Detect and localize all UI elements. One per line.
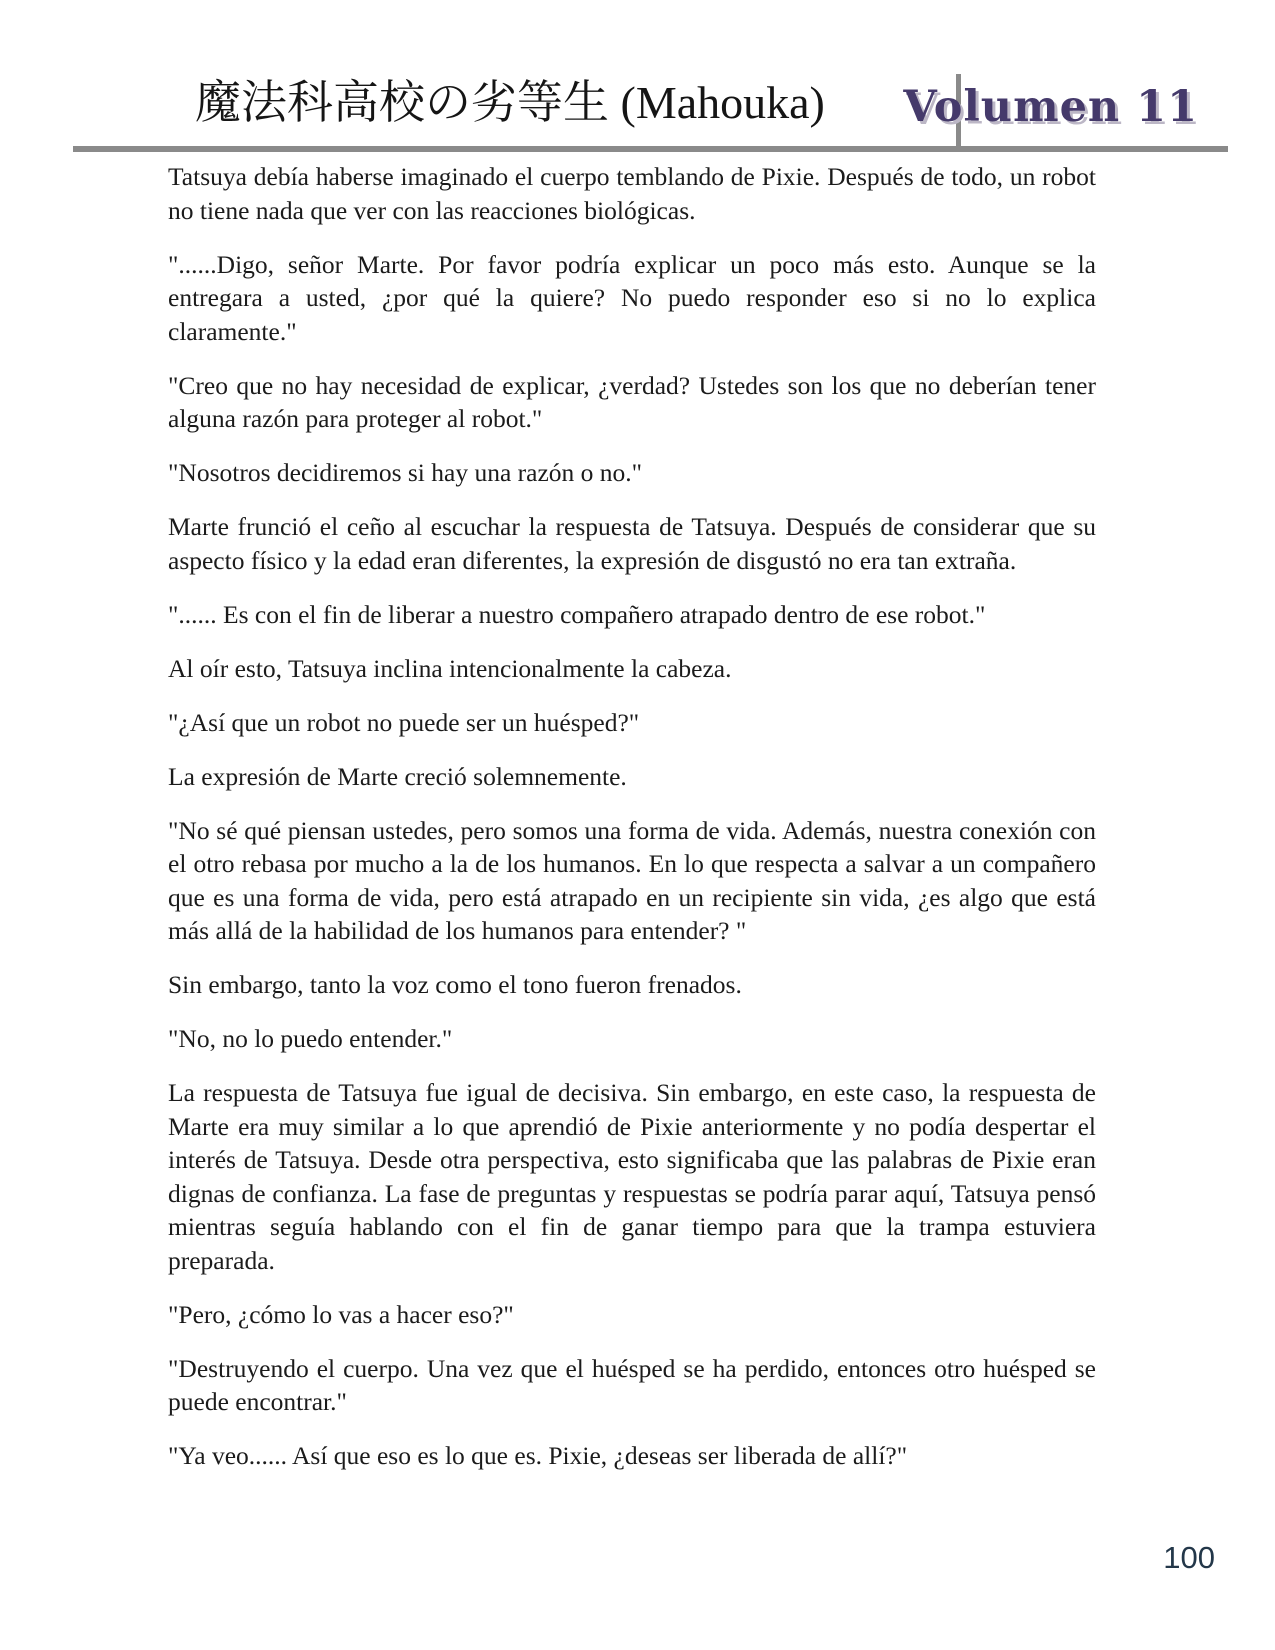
paragraph: Marte frunció el ceño al escuchar la respuesta de Tatsuya. Después de considerar que su aspecto físico y la edad eran diferentes, la expresión de disgustó no era tan extraña. <box>168 512 1096 575</box>
paragraph: "Pero, ¿cómo lo vas a hacer eso?" <box>168 1299 514 1329</box>
paragraph: Tatsuya debía haberse imaginado el cuerpo temblando de Pixie. Después de todo, un robot no tiene nada que ver con las reacciones biológicas. <box>168 162 1096 225</box>
paragraph: "Creo que no hay necesidad de explicar, ¿verdad? Ustedes son los que no deberían tener alguna razón para proteger al robot." <box>168 370 1096 433</box>
paragraph: "¿Así que un robot no puede ser un huésped?" <box>168 707 640 737</box>
paragraph: Al oír esto, Tatsuya inclina intencionalmente la cabeza. <box>168 653 732 683</box>
paragraph: Sin embargo, tanto la voz como el tono fueron frenados. <box>168 970 742 999</box>
paragraph: "...... Es con el fin de liberar a nuestro compañero atrapado dentro de ese robot." <box>168 599 986 629</box>
page-body <box>168 160 1096 1473</box>
paragraph: "Ya veo...... Así que eso es lo que es. Pixie, ¿deseas ser liberada de allí?" <box>168 1441 908 1470</box>
volume-label: Volumen 11 <box>903 82 1198 132</box>
paragraph: "Nosotros decidiremos si hay una razón o no." <box>168 458 643 487</box>
header-rule <box>73 146 1228 152</box>
page-number: 100 <box>1163 1540 1215 1575</box>
paragraph: "Destruyendo el cuerpo. Una vez que el huésped se ha perdido, entonces otro huésped se puede encontrar." <box>168 1353 1096 1416</box>
page-title: 魔法科高校の劣等生 (Mahouka) <box>195 77 825 128</box>
paragraph: "No, no lo puedo entender." <box>168 1024 453 1053</box>
paragraph: "......Digo, señor Marte. Por favor podría explicar un poco más esto. Aunque se la entregara a usted, ¿por qué la quiere? No puedo responder eso si no lo explica claramente." <box>168 249 1096 346</box>
paragraph: La respuesta de Tatsuya fue igual de decisiva. Sin embargo, en este caso, la respuesta de Marte era muy similar a lo que aprendió de Pixie anteriormente y no podía despertar el interés de Tatsuya. Desde otra perspectiva, esto significaba que las palabras de Pixie eran dignas de confianza. La fase de preguntas y respuestas se podría parar aquí, Tatsuya pensó mientras seguía hablando con el fin de ganar tiempo para que la trampa estuviera preparada. <box>168 1078 1096 1275</box>
paragraph: La expresión de Marte creció solemnemente. <box>168 761 627 791</box>
paragraph: "No sé qué piensan ustedes, pero somos una forma de vida. Además, nuestra conexión con el otro rebasa por mucho a la de los humanos. En lo que respecta a salvar a un compañero que es una forma de vida, pero está atrapado en un recipiente sin vida, ¿es algo que está más allá de la habilidad de los humanos para entender? " <box>168 815 1096 945</box>
